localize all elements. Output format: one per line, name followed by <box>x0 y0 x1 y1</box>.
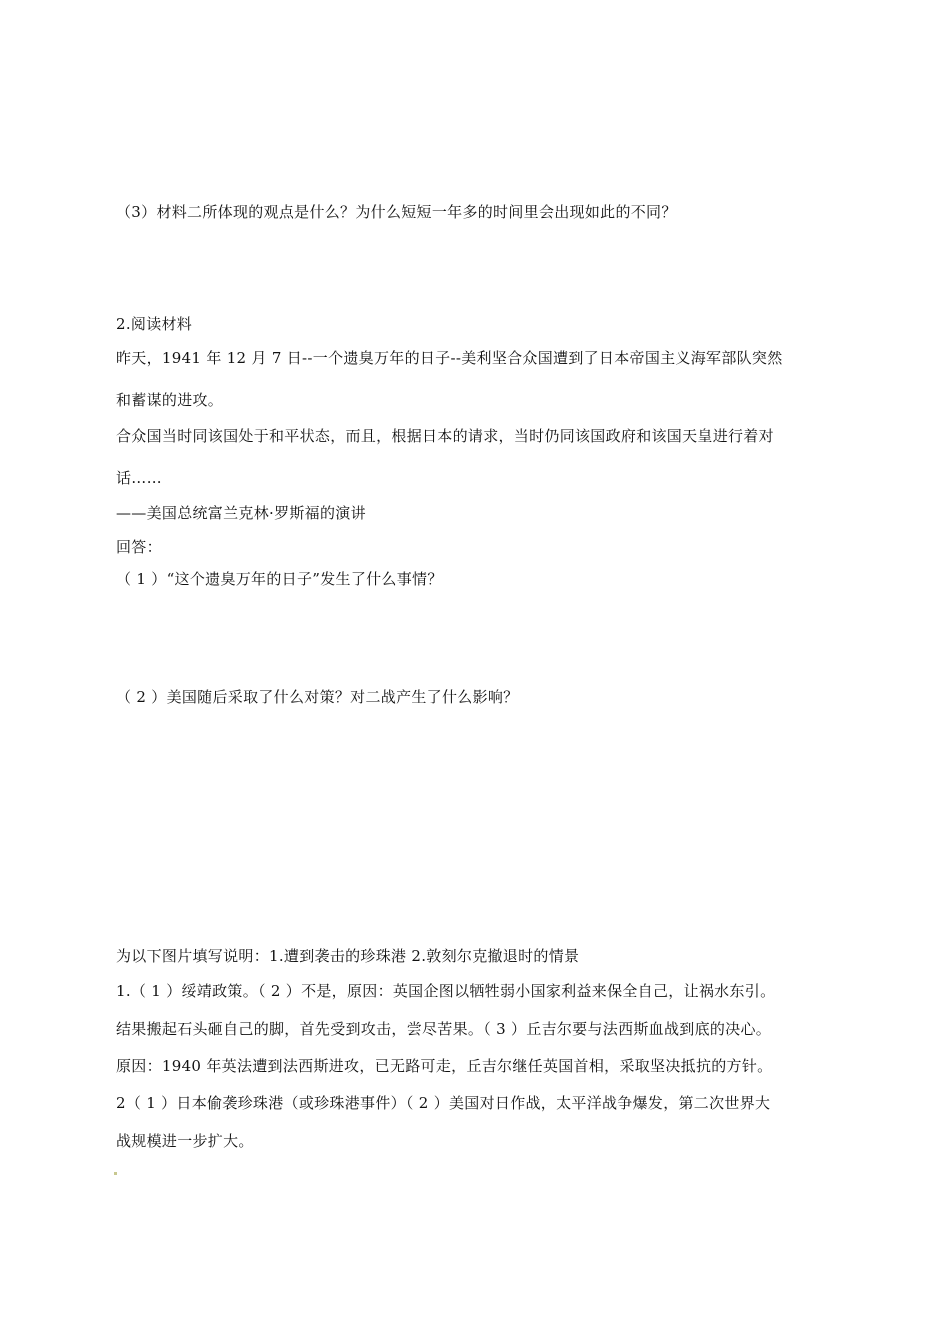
material-line-1: 昨天，1941 年 12 月 7 日--一个遗臭万年的日子--美利坚合众国遭到了日本帝国主义海军部队突然 <box>116 349 783 367</box>
answer-1-line-3: 原因：1940 年英法遭到法西斯进攻，已无路可走，丘吉尔继任英国首相，采取坚决抵抗的方针。 <box>116 1057 773 1075</box>
question-2-1: （ 1 ）“这个遗臭万年的日子”发生了什么事情？ <box>116 570 443 588</box>
material-line-3: 合众国当时同该国处于和平状态，而且，根据日本的请求，当时仍同该国政府和该国天皇进行着对 <box>116 427 774 445</box>
material-source: ——美国总统富兰克林·罗斯福的演讲 <box>116 504 366 522</box>
material-line-4: 话…… <box>116 469 162 487</box>
caption-instruction: 为以下图片填写说明：1.遭到袭击的珍珠港 2.敦刻尔克撤退时的情景 <box>116 947 580 965</box>
material-line-2: 和蓄谋的进攻。 <box>116 391 224 409</box>
answer-label: 回答： <box>116 538 162 556</box>
answer-2-line-1: 2（ 1 ）日本偷袭珍珠港（或珍珠港事件）（ 2 ）美国对日作战，太平洋战争爆发，第二次世界大 <box>116 1094 771 1112</box>
answer-2-line-2: 战规模进一步扩大。 <box>116 1132 254 1150</box>
answer-1-line-2: 结果搬起石头砸自己的脚，首先受到攻击，尝尽苦果。（ 3 ）丘吉尔要与法西斯血战到底的决心。 <box>116 1020 772 1038</box>
question-2-2: （ 2 ）美国随后采取了什么对策？对二战产生了什么影响？ <box>116 688 519 706</box>
answer-1-line-1: 1.（ 1 ）绥靖政策。（ 2 ）不是，原因：英国企图以牺牲弱小国家利益来保全自己，让祸水东引。 <box>116 982 776 1000</box>
speck-mark <box>114 1172 117 1175</box>
question-3: （3）材料二所体现的观点是什么？为什么短短一年多的时间里会出现如此的不同？ <box>116 203 677 221</box>
section-2-heading: 2.阅读材料 <box>116 315 193 333</box>
